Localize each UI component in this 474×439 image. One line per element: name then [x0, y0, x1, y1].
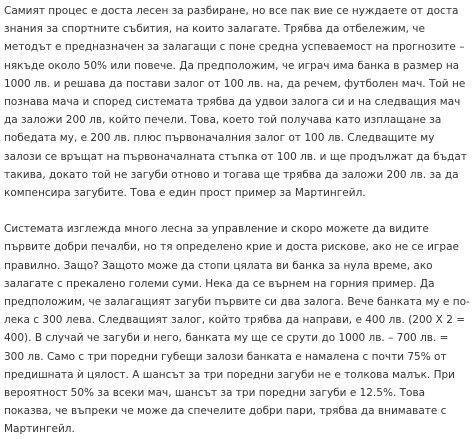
paragraph-spacer — [4, 202, 470, 220]
paragraph-1: Самият процес е доста лесен за разбиране, но все пак вие се нуждаете от доста знания за спортните събития, на които залагате. Трябва да отбележим, че методът е предназначен за залагащи с поне средна успеваемост на прогнозите – някъде около 50% или повече. Да предположим, че играч има банка в размер на 1000 лв. и решава да постави залог от 100 лв. на, да речем, футболен мач. Той не познава мача и според системата трябва да удвои залога си и на следващия мач да заложи 200 лв, който печели. Това, което той получава като изплащане за победата му, е 200 лв. плюс първоначалния залог от 100 лв. Следващите му залози се връщат на първоначалната стъпка от 100 лв. и ще продължат да бъдат такива, докато той не загуби отново и тогава ще трябва да заложи 200 лв. за да компенсира загубите. Това е един прост пример за Мартингейл. — [4, 5, 467, 200]
paragraph-2: Системата изглежда много лесна за управление и скоро можете да видите първите добри печалби, но тя определено крие и доста рискове, ако не се играе правилно. Защо? Защото може да стопи цялата ви банка за нула време, ако залагате с прекалено големи суми. Нека да се върнем на горния пример. Да предположим, че залагащият загуби първите си два залога. Вече банката му е по- лека с 300 лева. Следващият залог, който трябва да направи, е 400 лв. (200 Х 2 = 400). В случай че загуби и него, банката му ще се срути до 1000 лв. – 700 лв. = 300 лв. Само с три поредни губещи залози банката е намалена с почти 75% от предишната ѝ цялост. А шансът за три поредни загуби не е толкова малък. При вероятност 50% за всеки мач, шансът за три поредни загуби е 12.5%. Това показва, че въпреки че може да спечелите добри пари, трябва да внимавате с Мартингейл. — [4, 223, 470, 436]
